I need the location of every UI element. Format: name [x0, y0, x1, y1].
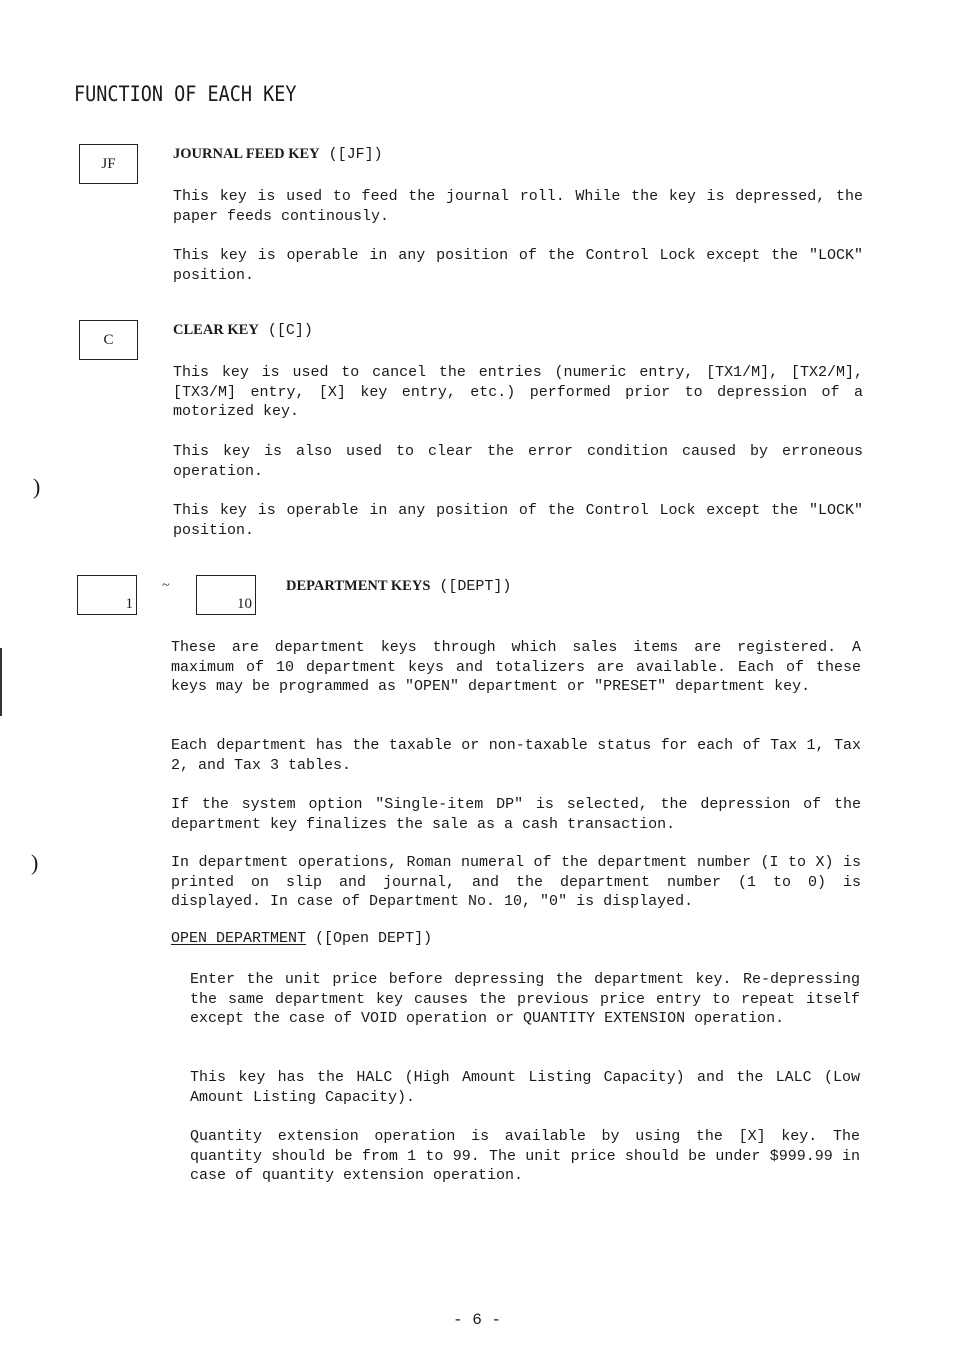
open-department-paragraph-3: Quantity extension operation is available by using the [X] key. The quantity should be from 1 to 99. The unit price should be under $999.99 in case of quantity extension operation.	[190, 1128, 860, 1184]
journal-feed-paragraph-1: This key is used to feed the journal roll. While the key is depressed, the paper feeds continously.	[173, 188, 863, 225]
department-keys-heading-code: ([DEPT])	[439, 578, 512, 595]
open-department-heading	[171, 930, 432, 947]
range-mark: ~	[162, 578, 170, 593]
margin-mark-1: )	[33, 474, 41, 499]
department-paragraph-1: These are department keys through which sales items are registered. A maximum of 10 department keys and totalizers are available. Each of these keys may be programmed as "OPEN" department or "PRESET" department key.	[171, 639, 861, 695]
margin-mark-2: )	[31, 850, 39, 875]
page-title: FUNCTION OF EACH KEY	[74, 82, 297, 106]
department-paragraph-2: Each department has the taxable or non-taxable status for each of Tax 1, Tax 2, and Tax 3 tables.	[171, 737, 861, 774]
department-paragraph-4: In department operations, Roman numeral of the department number (I to X) is printed on slip and journal, and the department number (1 to 0) is displayed. In case of Department No. 10, "0" is displayed.	[171, 854, 861, 910]
clear-key-paragraph-3: This key is operable in any position of the Control Lock except the "LOCK" position.	[173, 502, 863, 539]
journal-feed-heading-title: JOURNAL FEED KEY	[173, 146, 320, 162]
jf-key-symbol: JF	[79, 144, 138, 184]
clear-key-paragraph-2: This key is also used to clear the error condition caused by erroneous operation.	[173, 443, 863, 480]
clear-key-heading	[173, 322, 313, 339]
clear-key-heading-title: CLEAR KEY	[173, 322, 259, 338]
clear-key-paragraph-1: This key is used to cancel the entries (numeric entry, [TX1/M], [TX2/M], [TX3/M] entry, [X] key entry, etc.) performed prior to depression of a motorized key.	[173, 364, 863, 420]
department-keys-heading-title: DEPARTMENT KEYS	[286, 578, 431, 594]
department-key-10-symbol: 10	[196, 575, 256, 615]
open-department-heading-title: OPEN DEPARTMENT	[171, 930, 307, 947]
open-department-paragraph-2: This key has the HALC (High Amount Listing Capacity) and the LALC (Low Amount Listing Capacity).	[190, 1069, 860, 1106]
journal-feed-heading-code: ([JF])	[328, 146, 383, 163]
journal-feed-paragraph-2: This key is operable in any position of the Control Lock except the "LOCK" position.	[173, 247, 863, 284]
page-edge-line	[0, 648, 2, 716]
department-key-1-symbol: 1	[77, 575, 137, 615]
open-department-heading-code: ([Open DEPT])	[315, 930, 433, 947]
department-keys-heading	[286, 578, 511, 595]
c-key-symbol: C	[79, 320, 138, 360]
department-paragraph-3: If the system option "Single-item DP" is selected, the depression of the department key finalizes the sale as a cash transaction.	[171, 796, 861, 833]
page-number: - 6 -	[452, 1311, 501, 1329]
clear-key-heading-code: ([C])	[267, 322, 313, 339]
journal-feed-heading	[173, 146, 383, 163]
open-department-paragraph-1: Enter the unit price before depressing the department key. Re-depressing the same department key causes the previous price entry to repeat itself except the case of VOID operation or QUANTITY EXTENSION operation.	[190, 971, 860, 1027]
